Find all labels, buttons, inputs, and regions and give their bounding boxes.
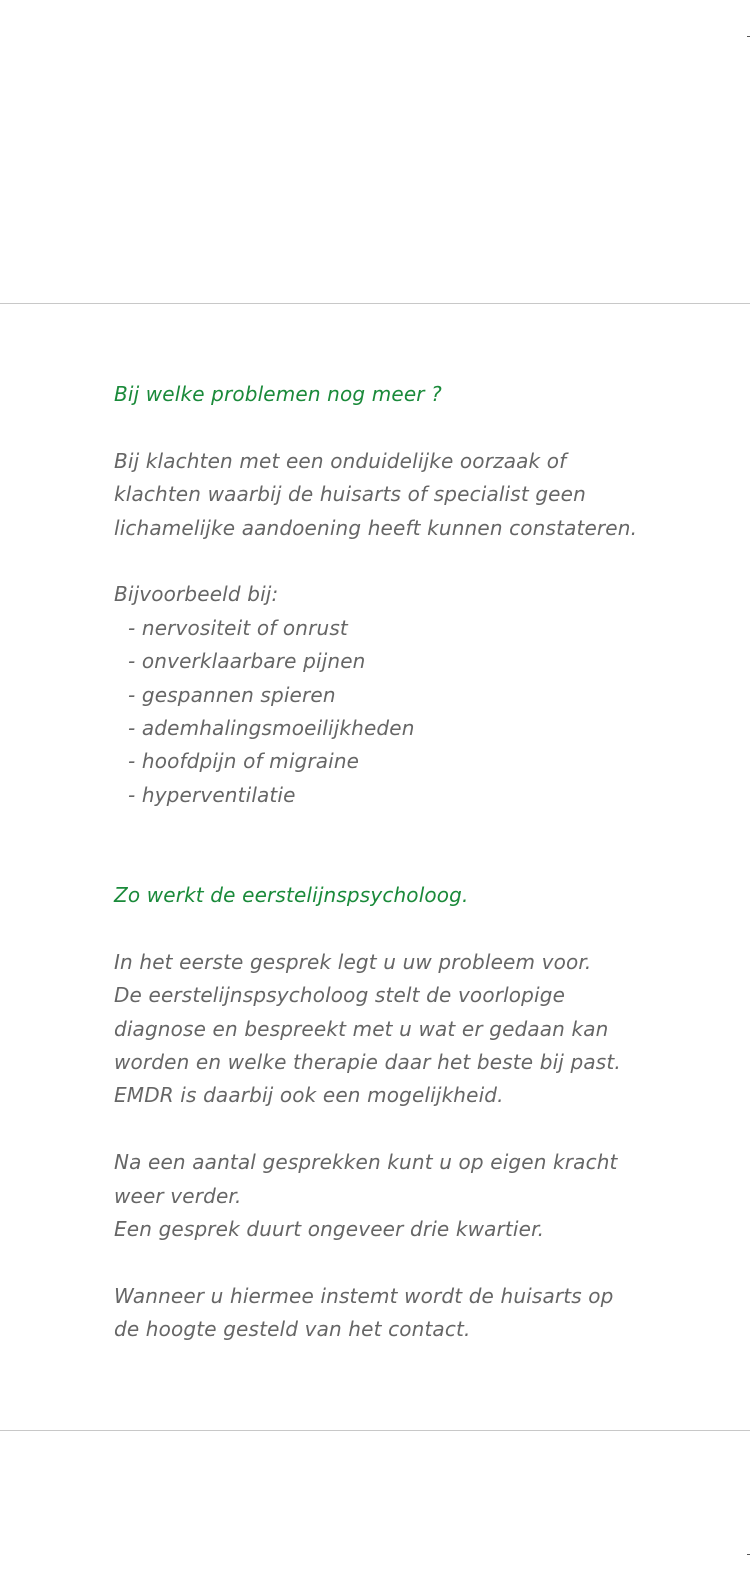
text-line: weer verder. (114, 1183, 242, 1208)
list-item: - hoofdpijn of migraine (128, 749, 360, 774)
paragraph-first-session (114, 946, 714, 1113)
section-heading-problems: Bij welke problemen nog meer ? (114, 382, 442, 406)
example-list (114, 612, 714, 812)
text-line: De eerstelijnspsycholoog stelt de voorlopige (114, 983, 566, 1008)
text-line: Bij klachten met een onduidelijke oorzaak of (114, 448, 567, 473)
text-line: Een gesprek duurt ongeveer drie kwartier. (114, 1217, 545, 1242)
intro-paragraph (114, 445, 714, 545)
text-line: Wanneer u hiermee instemt wordt de huisarts op (114, 1283, 614, 1308)
paragraph-sessions (114, 1146, 714, 1246)
list-item: - gespannen spieren (128, 682, 336, 707)
article-content (114, 378, 714, 1347)
list-item: - hyperventilatie (128, 782, 296, 807)
example-label: Bijvoorbeeld bij: (114, 582, 279, 607)
list-item: - ademhalingsmoeilijkheden (128, 716, 415, 741)
text-line: lichamelijke aandoening heeft kunnen constateren. (114, 515, 638, 540)
text-line: diagnose en bespreekt met u wat er gedaan kan (114, 1016, 609, 1041)
text-line: worden en welke therapie daar het beste bij past. (114, 1050, 621, 1075)
list-item: - nervositeit of onrust (128, 615, 348, 640)
text-line: Na een aantal gesprekken kunt u op eigen kracht (114, 1150, 618, 1175)
section-heading-how-it-works: Zo werkt de eerstelijnspsycholoog. (114, 883, 469, 908)
list-item: - onverklaarbare pijnen (128, 649, 366, 674)
divider-top (0, 303, 750, 304)
divider-bottom (0, 1430, 750, 1431)
text-line: klachten waarbij de huisarts of specialist geen (114, 482, 586, 507)
text-line: In het eerste gesprek legt u uw probleem voor. (114, 949, 592, 974)
text-line: de hoogte gesteld van het contact. (114, 1317, 471, 1342)
text-line: EMDR is daarbij ook een mogelijkheid. (114, 1083, 504, 1108)
paragraph-consent (114, 1280, 714, 1347)
